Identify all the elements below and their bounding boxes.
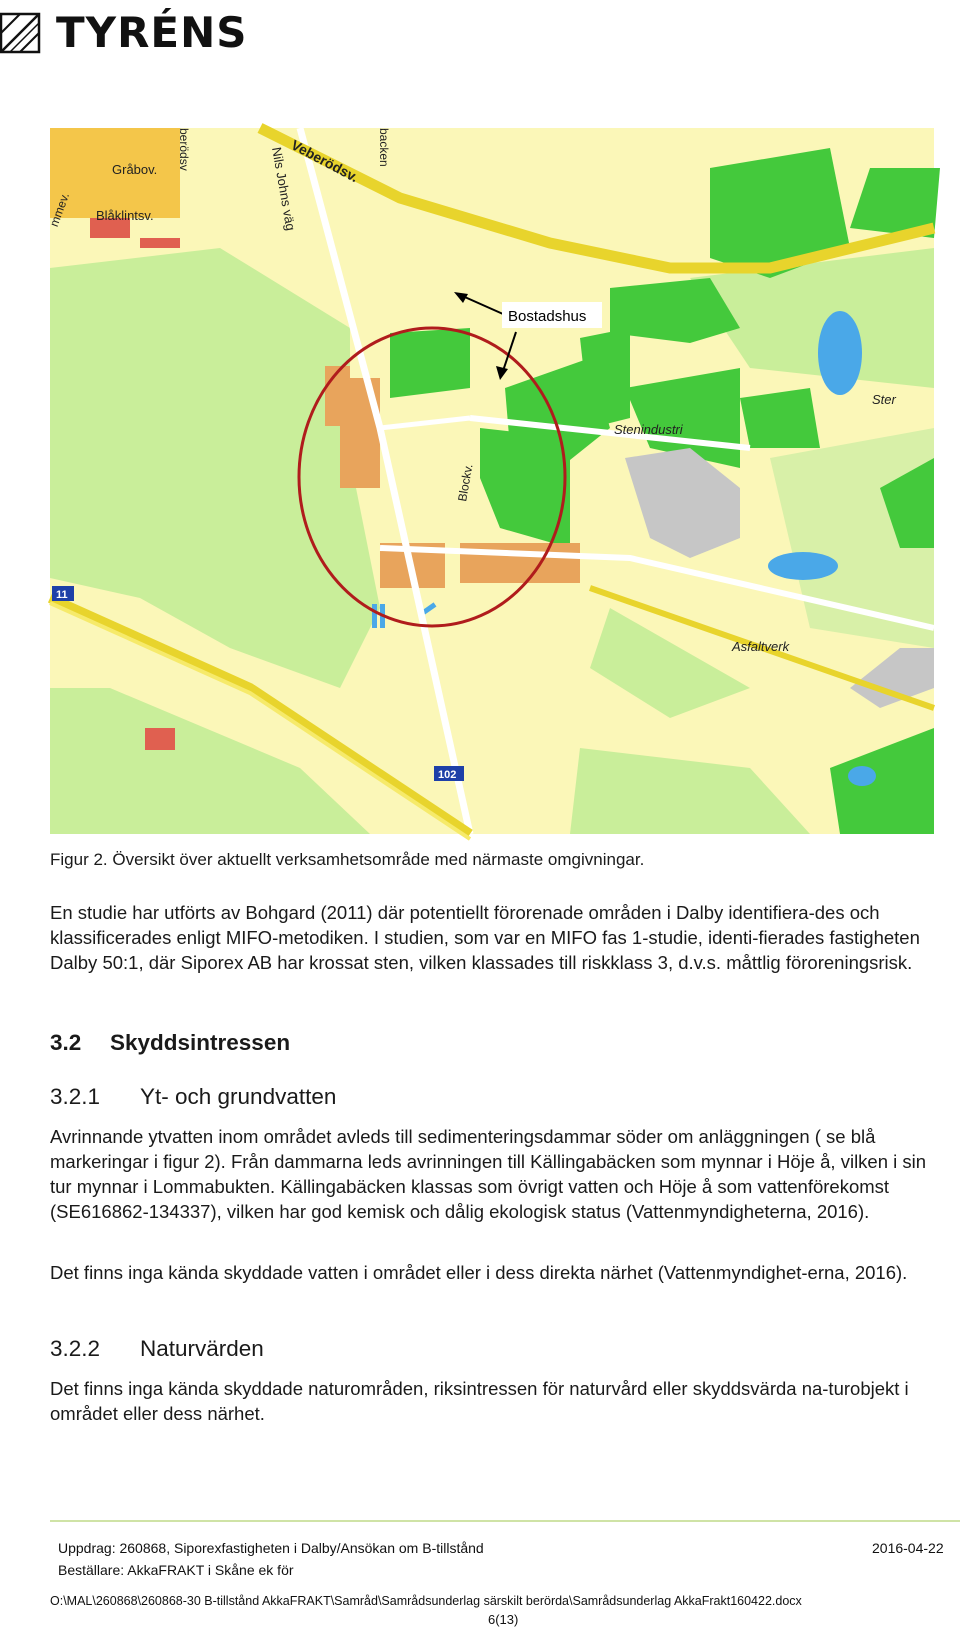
- footer-page-number: 6(13): [488, 1612, 519, 1627]
- paragraph-ytvatten: Avrinnande ytvatten inom området avleds till sedimenteringsdammar söder om anläggningen ( se blå markeringar i figur 2). Från dammarna leds avrinningen till Källingabäcken som mynnar i Höje å, vilken i sin tur mynnar i Lommabukten. Källingabäcken klassas som övrigt vatten och Höje å som vattenförekomst (SE616862-134337), vilken har god kemisk och dålig ekologisk status (Vattenmyndigheterna, 2016).: [50, 1126, 927, 1222]
- heading-skyddsintressen: [50, 1030, 290, 1056]
- map-label-veberodsv: Veberödsv.: [288, 136, 362, 186]
- overview-map: [46, 128, 934, 834]
- heading-yt-och-grundvatten: [50, 1084, 336, 1110]
- heading-number: 3.2.1: [50, 1084, 101, 1109]
- map-label-ster: Ster: [872, 392, 896, 407]
- footer-rule: [50, 1520, 960, 1522]
- footer-bestallare: Beställare: AkkaFRAKT i Skåne ek för: [58, 1562, 294, 1578]
- map-label-stenindustri: Stenindustri: [614, 422, 683, 437]
- heading-text: Yt- och grundvatten: [140, 1084, 337, 1109]
- map-label-blaklintsv: Blåklintsv.: [96, 208, 154, 223]
- road-shield-102: 102: [438, 769, 457, 781]
- heading-number: 3.2.2: [50, 1336, 101, 1361]
- footer-date: 2016-04-22: [872, 1540, 944, 1556]
- figure-caption: Figur 2. Översikt över aktuellt verksamhetsområde med närmaste omgivningar.: [50, 850, 645, 869]
- heading-text: Naturvärden: [140, 1336, 264, 1361]
- map-label-blockv: Blockv.: [455, 462, 476, 503]
- heading-number: 3.2: [50, 1030, 82, 1055]
- tyrens-logo: [0, 10, 248, 56]
- bostadshus-label: Bostadshus: [508, 308, 587, 325]
- footer-uppdrag: Uppdrag: 260868, Siporexfastigheten i Dalby/Ansökan om B-tillstånd: [58, 1540, 484, 1556]
- paragraph-naturvarden: Det finns inga kända skyddade naturområden, riksintressen för naturvård eller skyddsvärda na-turobjekt i området eller dess närhet.: [50, 1378, 909, 1424]
- road-shield-11: 11: [56, 589, 68, 601]
- map-label-grabov: Gråbov.: [112, 162, 158, 177]
- map-label-asfaltverk: Asfaltverk: [732, 639, 790, 654]
- paragraph-bohgard-study: En studie har utförts av Bohgard (2011) där potentiellt förorenade områden i Dalby identifiera-des och klassificerades enligt MIFO-metodiken. I studien, som var en MIFO fas 1-studie, identi-fierades fastigheten Dalby 50:1, där Siporex AB har krossat sten, vilken klassades till riskklass 3, d.v.s. måttlig föroreningsrisk.: [50, 902, 920, 973]
- map-label-mmev: mmev.: [46, 190, 73, 229]
- map-label-berodsv: berödsv: [177, 128, 191, 171]
- logo-text: TYRÉNS: [56, 8, 248, 57]
- map-label-nils-johns-vag: Nils Johns väg: [269, 145, 299, 232]
- map-label-backen: backen: [377, 128, 391, 167]
- footer-file-path: O:\MAL\260868\260868-30 B-tillstånd AkkaFRAKT\Samråd\Samrådsunderlag särskilt berörda\Samrådsunderlag AkkaFrakt160422.docx: [50, 1594, 802, 1608]
- tyrens-logo-mark-icon: [0, 13, 40, 53]
- heading-text: Skyddsintressen: [110, 1030, 291, 1055]
- heading-naturvarden: [50, 1336, 264, 1362]
- paragraph-skyddade-vatten: Det finns inga kända skyddade vatten i området eller i dess direkta närhet (Vattenmyndighet-erna, 2016).: [50, 1262, 908, 1283]
